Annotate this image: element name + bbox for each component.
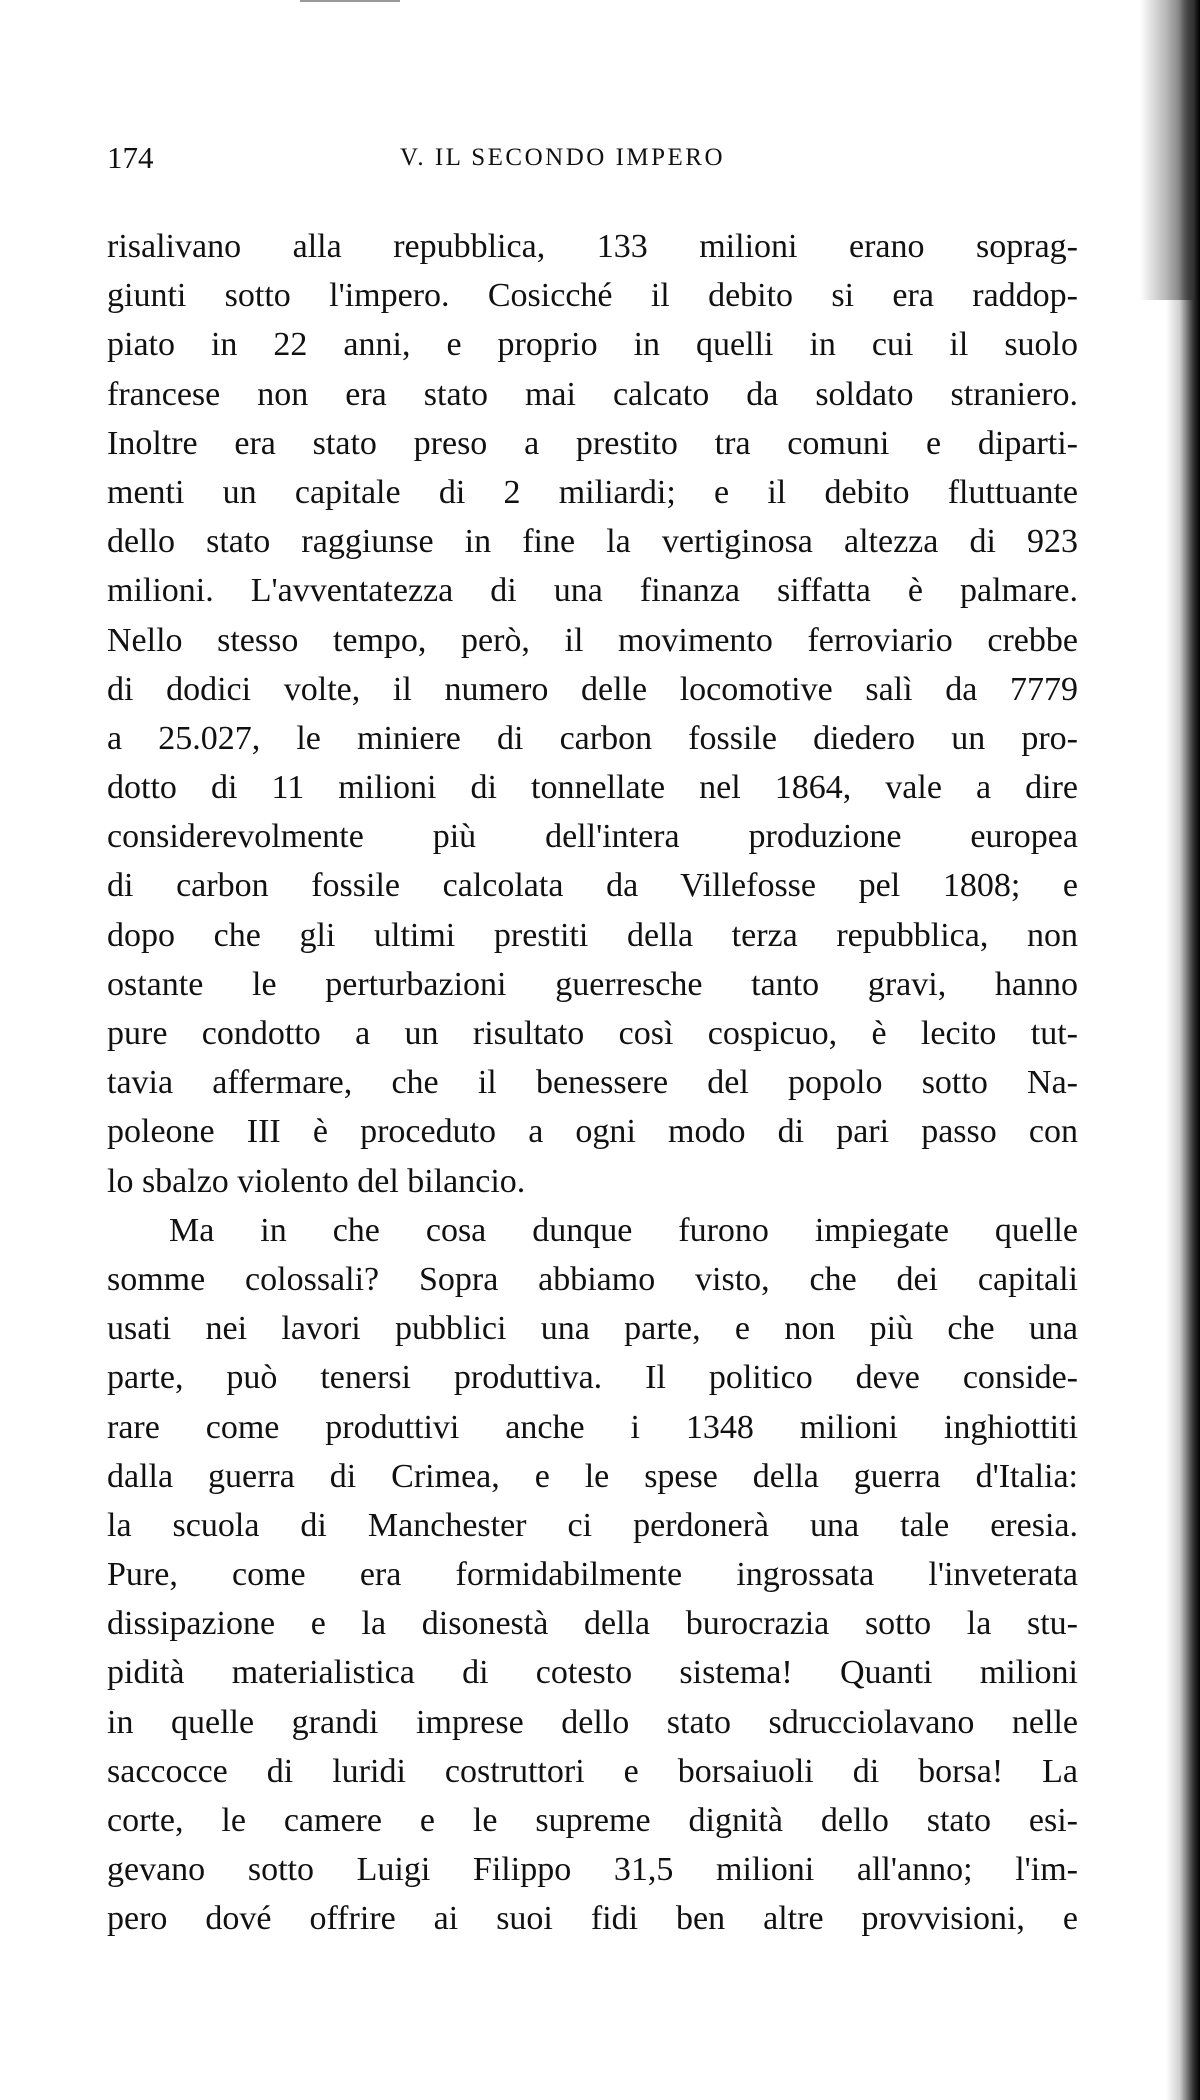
text-line: pure condotto a un risultato così cospicuo, è lecito tut-	[107, 1015, 1078, 1052]
text-line: dalla guerra di Crimea, e le spese della guerra d'Italia:	[107, 1457, 1078, 1495]
text-line: piato in 22 anni, e proprio in quelli in cui il suolo	[107, 326, 1078, 364]
text-line: corte, le camere e le supreme dignità dello stato esi-	[107, 1802, 1078, 1839]
text-line: gevano sotto Luigi Filippo 31,5 milioni all'anno; l'im-	[107, 1851, 1078, 1889]
text-line: la scuola di Manchester ci perdonerà una tale eresia.	[107, 1506, 1078, 1544]
text-line: tavia affermare, che il benessere del popolo sotto Na-	[107, 1064, 1078, 1102]
text-line: poleone III è proceduto a ogni modo di pari passo con	[107, 1113, 1078, 1151]
text-line: dello stato raggiunse in fine la vertiginosa altezza di 923	[107, 523, 1078, 561]
text-line: giunti sotto l'impero. Cosicché il debito si era raddop-	[107, 277, 1078, 315]
page-number: 174	[107, 140, 154, 175]
text-line: dopo che gli ultimi prestiti della terza repubblica, non	[107, 916, 1078, 954]
text-line: parte, può tenersi produttiva. Il politico deve conside-	[107, 1359, 1078, 1397]
text-line: Nello stesso tempo, però, il movimento ferroviario crebbe	[107, 621, 1078, 659]
text-line: ostante le perturbazioni guerresche tanto gravi, hanno	[107, 965, 1078, 1003]
scan-mark	[300, 0, 400, 2]
text-line: Inoltre era stato preso a prestito tra comuni e diparti-	[107, 424, 1078, 462]
text-line: in quelle grandi imprese dello stato sdrucciolavano nelle	[107, 1703, 1078, 1741]
text-line: dotto di 11 milioni di tonnellate nel 1864, vale a dire	[107, 769, 1078, 807]
text-line: risalivano alla repubblica, 133 milioni erano soprag-	[107, 228, 1078, 265]
text-line: pero dové offrire ai suoi fidi ben altre provvisioni, e	[107, 1900, 1078, 1938]
text-line: usati nei lavori pubblici una parte, e non più che una	[107, 1310, 1078, 1348]
text-line: rare come produttivi anche i 1348 milioni inghiottiti	[107, 1408, 1078, 1446]
text-line: pidità materialistica di cotesto sistema! Quanti milioni	[107, 1654, 1078, 1692]
page-binding-shadow	[1166, 0, 1200, 2100]
body-text	[107, 222, 1078, 1944]
text-line: dissipazione e la disonestà della burocrazia sotto la stu-	[107, 1605, 1078, 1643]
text-line: a 25.027, le miniere di carbon fossile diedero un pro-	[107, 719, 1078, 757]
text-line: saccocce di luridi costruttori e borsaiuoli di borsa! La	[107, 1752, 1078, 1790]
text-line: di dodici volte, il numero delle locomotive salì da 7779	[107, 670, 1078, 708]
text-line: Ma in che cosa dunque furono impiegate quelle	[169, 1211, 1078, 1249]
text-line: di carbon fossile calcolata da Villefosse pel 1808; e	[107, 867, 1078, 905]
text-line: considerevolmente più dell'intera produzione europea	[107, 818, 1078, 856]
text-line: francese non era stato mai calcato da soldato straniero.	[107, 375, 1078, 413]
text-line: Pure, come era formidabilmente ingrossata l'inveterata	[107, 1556, 1078, 1594]
text-line: lo sbalzo violento del bilancio.	[107, 1162, 526, 1200]
text-line: menti un capitale di 2 miliardi; e il debito fluttuante	[107, 473, 1078, 511]
running-head: V. IL SECONDO IMPERO	[400, 144, 726, 171]
text-line: somme colossali? Sopra abbiamo visto, che dei capitali	[107, 1260, 1078, 1298]
text-line: milioni. L'avventatezza di una finanza siffatta è palmare.	[107, 572, 1078, 610]
